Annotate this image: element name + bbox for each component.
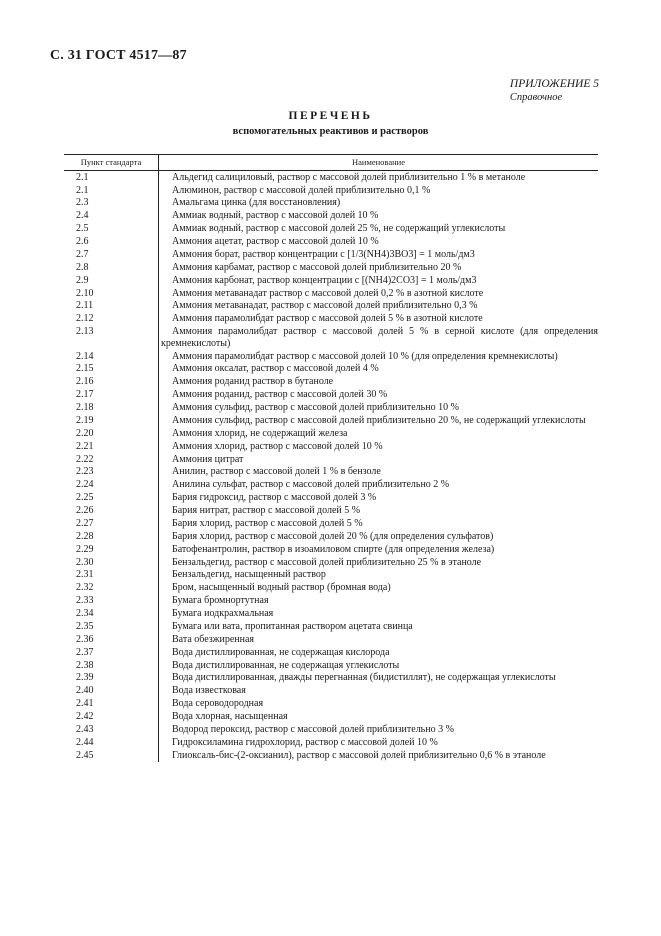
table-row [64, 401, 598, 414]
row-reagent-name: Амальгама цинка (для восстановления) [172, 197, 341, 209]
row-reagent-cell [159, 530, 599, 543]
table-row [64, 313, 598, 326]
row-reagent-name: Альдегид салициловый, раствор с массовой долей приблизительно 1 % в метаноле [172, 171, 526, 183]
row-reagent-name: Вода сероводородная [172, 698, 264, 710]
row-item-number: 2.33 [64, 595, 159, 608]
row-reagent-cell [159, 389, 599, 402]
row-reagent-cell [159, 582, 599, 595]
row-item-number: 2.11 [64, 300, 159, 313]
row-reagent-name: Вода хлорная, насыщенная [172, 711, 288, 723]
row-reagent-cell [159, 184, 599, 197]
row-item-number: 2.24 [64, 479, 159, 492]
table-row [64, 223, 598, 236]
row-reagent-name: Анилин, раствор с массовой долей 1 % в бензоле [172, 466, 381, 478]
table-row [64, 261, 598, 274]
row-reagent-name: Аммония цитрат [172, 453, 244, 465]
table-row [64, 556, 598, 569]
page-header: С. 31 ГОСТ 4517—87 [50, 48, 187, 63]
table-row [64, 440, 598, 453]
table-row [64, 685, 598, 698]
table-row [64, 414, 598, 427]
row-item-number: 2.14 [64, 350, 159, 363]
row-item-number: 2.5 [64, 223, 159, 236]
row-item-number: 2.28 [64, 530, 159, 543]
row-item-number: 2.19 [64, 414, 159, 427]
row-reagent-name: Аммония ацетат, раствор с массовой долей 10 % [172, 236, 379, 248]
row-reagent-name: Бария нитрат, раствор с массовой долей 5 % [172, 505, 361, 517]
row-reagent-cell [159, 633, 599, 646]
row-reagent-name: Вода дистиллированная, не содержащая кислорода [172, 646, 390, 658]
row-item-number: 2.17 [64, 389, 159, 402]
row-item-number: 2.45 [64, 749, 159, 762]
row-reagent-cell [159, 287, 599, 300]
row-reagent-name: Батофенантролин, раствор в изоамиловом спирте (для определения железа) [172, 543, 495, 555]
table-row [64, 595, 598, 608]
row-reagent-name: Алюминон, раствор с массовой долей приблизительно 0,1 % [172, 184, 431, 196]
row-reagent-name: Аммония парамолибдат раствор с массовой долей 5 % в серной кислоте (для определения кремнекислоты) [161, 326, 598, 349]
row-reagent-cell [159, 710, 599, 723]
row-reagent-cell [159, 749, 599, 762]
row-reagent-cell [159, 197, 599, 210]
table-row [64, 453, 598, 466]
table-row [64, 736, 598, 749]
row-reagent-name: Аммония сульфид, раствор с массовой долей приблизительно 10 % [172, 402, 459, 414]
document-title: ПЕРЕЧЕНЬ [288, 110, 373, 122]
row-reagent-cell [159, 517, 599, 530]
row-item-number: 2.43 [64, 723, 159, 736]
table-row [64, 376, 598, 389]
row-reagent-name: Анилина сульфат, раствор с массовой долей приблизительно 2 % [172, 479, 450, 491]
table-row [64, 633, 598, 646]
row-reagent-cell [159, 363, 599, 376]
row-reagent-cell [159, 414, 599, 427]
table-body [64, 171, 598, 762]
row-reagent-name: Вода дистиллированная, дважды перегнанная (бидистиллят), не содержащая углекислоты [172, 672, 556, 684]
row-reagent-cell [159, 595, 599, 608]
row-reagent-cell [159, 210, 599, 223]
row-reagent-cell [159, 350, 599, 363]
row-item-number: 2.13 [64, 326, 159, 350]
row-item-number: 2.37 [64, 646, 159, 659]
row-reagent-name: Аммония хлорид, не содержащий железа [172, 427, 348, 439]
row-item-number: 2.29 [64, 543, 159, 556]
row-reagent-cell [159, 698, 599, 711]
row-reagent-name: Аммония хлорид, раствор с массовой долей 10 % [172, 440, 383, 452]
row-item-number: 2.35 [64, 620, 159, 633]
table-row [64, 171, 598, 184]
row-item-number: 2.26 [64, 504, 159, 517]
table-row [64, 184, 598, 197]
table-row [64, 389, 598, 402]
appendix-label: ПРИЛОЖЕНИЕ 5 [509, 78, 599, 90]
table-row [64, 427, 598, 440]
table-row [64, 248, 598, 261]
row-reagent-name: Аммония карбамат, раствор с массовой долей приблизительно 20 % [172, 261, 462, 273]
row-item-number: 2.21 [64, 440, 159, 453]
table-row [64, 723, 598, 736]
row-item-number: 2.25 [64, 492, 159, 505]
row-reagent-name: Водород пероксид, раствор с массовой долей приблизительно 3 % [172, 723, 454, 735]
row-reagent-cell [159, 685, 599, 698]
row-reagent-cell [159, 248, 599, 261]
row-item-number: 2.39 [64, 672, 159, 685]
column-header-item: Пункт стандарта [64, 155, 159, 171]
table-row [64, 646, 598, 659]
table-row [64, 543, 598, 556]
row-item-number: 2.12 [64, 313, 159, 326]
row-item-number: 2.30 [64, 556, 159, 569]
row-reagent-name: Аммиак водный, раствор с массовой долей 25 %, не содержащий углекислоты [172, 223, 506, 235]
row-item-number: 2.16 [64, 376, 159, 389]
row-item-number: 2.15 [64, 363, 159, 376]
table-row [64, 620, 598, 633]
row-reagent-name: Бария гидроксид, раствор с массовой долей 3 % [172, 492, 377, 504]
table-row [64, 582, 598, 595]
table-row [64, 492, 598, 505]
table-row [64, 672, 598, 685]
table-row [64, 517, 598, 530]
row-reagent-cell [159, 569, 599, 582]
row-item-number: 2.44 [64, 736, 159, 749]
row-reagent-name: Вода известковая [172, 685, 246, 697]
row-item-number: 2.6 [64, 235, 159, 248]
table-header-row [64, 155, 598, 171]
row-item-number: 2.27 [64, 517, 159, 530]
row-reagent-cell [159, 235, 599, 248]
row-item-number: 2.42 [64, 710, 159, 723]
row-reagent-cell [159, 607, 599, 620]
row-reagent-cell [159, 659, 599, 672]
row-reagent-cell [159, 171, 599, 184]
row-reagent-name: Аммония сульфид, раствор с массовой долей приблизительно 20 %, не содержащий углекислоты [172, 414, 586, 426]
row-reagent-name: Аммония метаванадат, раствор с массовой долей приблизительно 0,3 % [172, 300, 478, 312]
row-reagent-name: Аммония метаванадат раствор с массовой долей 0,2 % в азотной кислоте [172, 287, 484, 299]
table-row [64, 698, 598, 711]
row-reagent-cell [159, 672, 599, 685]
row-reagent-cell [159, 313, 599, 326]
row-item-number: 2.1 [64, 171, 159, 184]
appendix-block [510, 78, 599, 104]
row-reagent-name: Вода дистиллированная, не содержащая углекислоты [172, 659, 400, 671]
row-reagent-cell [159, 620, 599, 633]
table-row [64, 749, 598, 762]
row-reagent-cell [159, 427, 599, 440]
row-reagent-cell [159, 479, 599, 492]
row-reagent-name: Аммиак водный, раствор с массовой долей 10 % [172, 210, 379, 222]
row-reagent-name: Бария хлорид, раствор с массовой долей 20 % (для определения сульфатов) [172, 530, 494, 542]
table-row [64, 504, 598, 517]
row-reagent-cell [159, 543, 599, 556]
appendix-type: Справочное [509, 92, 563, 103]
table-row [64, 569, 598, 582]
row-reagent-name: Бумага иодкрахмальная [172, 608, 274, 620]
row-reagent-name: Аммония парамолибдат раствор с массовой долей 10 % (для определения кремнекислоты) [172, 350, 558, 362]
row-reagent-name: Бензальдегид, насыщенный раствор [172, 569, 326, 581]
table-row [64, 235, 598, 248]
table-row [64, 326, 598, 350]
row-item-number: 2.9 [64, 274, 159, 287]
row-reagent-cell [159, 723, 599, 736]
table-row [64, 197, 598, 210]
row-item-number: 2.20 [64, 427, 159, 440]
row-reagent-cell [159, 492, 599, 505]
row-item-number: 2.38 [64, 659, 159, 672]
row-item-number: 2.4 [64, 210, 159, 223]
row-reagent-cell [159, 440, 599, 453]
row-item-number: 2.18 [64, 401, 159, 414]
row-reagent-name: Глиоксаль-бис-(2-оксианил), раствор с массовой долей приблизительно 0,6 % в этаноле [172, 749, 546, 761]
table-row [64, 479, 598, 492]
row-reagent-cell [159, 223, 599, 236]
row-reagent-name: Вата обезжиренная [172, 633, 255, 645]
document-subtitle: вспомогательных реактивов и растворов [232, 126, 429, 137]
row-reagent-cell [159, 401, 599, 414]
column-header-name: Наименование [159, 155, 599, 171]
row-item-number: 2.31 [64, 569, 159, 582]
row-reagent-cell [159, 466, 599, 479]
row-reagent-name: Аммония борат, раствор концентрации с [1/3(NH4)3BO3] = 1 моль/дм3 [172, 248, 475, 260]
row-reagent-name: Аммония оксалат, раствор с массовой долей 4 % [172, 363, 379, 375]
row-reagent-name: Аммония парамолибдат раствор с массовой долей 5 % в азотной кислоте [172, 313, 483, 325]
row-reagent-cell [159, 274, 599, 287]
row-item-number: 2.32 [64, 582, 159, 595]
row-reagent-name: Аммония роданид раствор в бутаноле [172, 376, 334, 388]
row-item-number: 2.36 [64, 633, 159, 646]
reagents-table [64, 154, 598, 762]
table-row [64, 363, 598, 376]
table-row [64, 287, 598, 300]
table-row [64, 710, 598, 723]
row-reagent-name: Бром, насыщенный водный раствор (бромная вода) [172, 582, 391, 594]
row-reagent-cell [159, 556, 599, 569]
table-row [64, 300, 598, 313]
row-reagent-cell [159, 736, 599, 749]
row-reagent-cell [159, 453, 599, 466]
row-item-number: 2.10 [64, 287, 159, 300]
row-item-number: 2.3 [64, 197, 159, 210]
row-reagent-cell [159, 504, 599, 517]
table-row [64, 350, 598, 363]
row-reagent-name: Бумага бромнортутная [172, 595, 269, 607]
row-reagent-cell [159, 261, 599, 274]
row-item-number: 2.8 [64, 261, 159, 274]
row-item-number: 2.41 [64, 698, 159, 711]
row-reagent-cell [159, 376, 599, 389]
row-reagent-cell [159, 326, 599, 350]
table-row [64, 607, 598, 620]
table-row [64, 274, 598, 287]
row-item-number: 2.23 [64, 466, 159, 479]
row-reagent-name: Бария хлорид, раствор с массовой долей 5 % [172, 517, 363, 529]
row-reagent-name: Аммония карбонат, раствор концентрации с [(NH4)2CO3] = 1 моль/дм3 [172, 274, 477, 286]
row-item-number: 2.7 [64, 248, 159, 261]
row-reagent-cell [159, 646, 599, 659]
table-row [64, 210, 598, 223]
row-reagent-name: Бензальдегид, раствор с массовой долей приблизительно 25 % в этаноле [172, 556, 482, 568]
row-reagent-name: Аммония роданид, раствор с массовой долей 30 % [172, 389, 388, 401]
row-reagent-cell [159, 300, 599, 313]
row-item-number: 2.40 [64, 685, 159, 698]
table-row [64, 466, 598, 479]
row-reagent-name: Бумага или вата, пропитанная раствором ацетата свинца [172, 620, 413, 632]
table-row [64, 659, 598, 672]
row-reagent-name: Гидроксиламина гидрохлорид, раствор с массовой долей 10 % [172, 736, 438, 748]
row-item-number: 2.22 [64, 453, 159, 466]
row-item-number: 2.1 [64, 184, 159, 197]
row-item-number: 2.34 [64, 607, 159, 620]
table-row [64, 530, 598, 543]
